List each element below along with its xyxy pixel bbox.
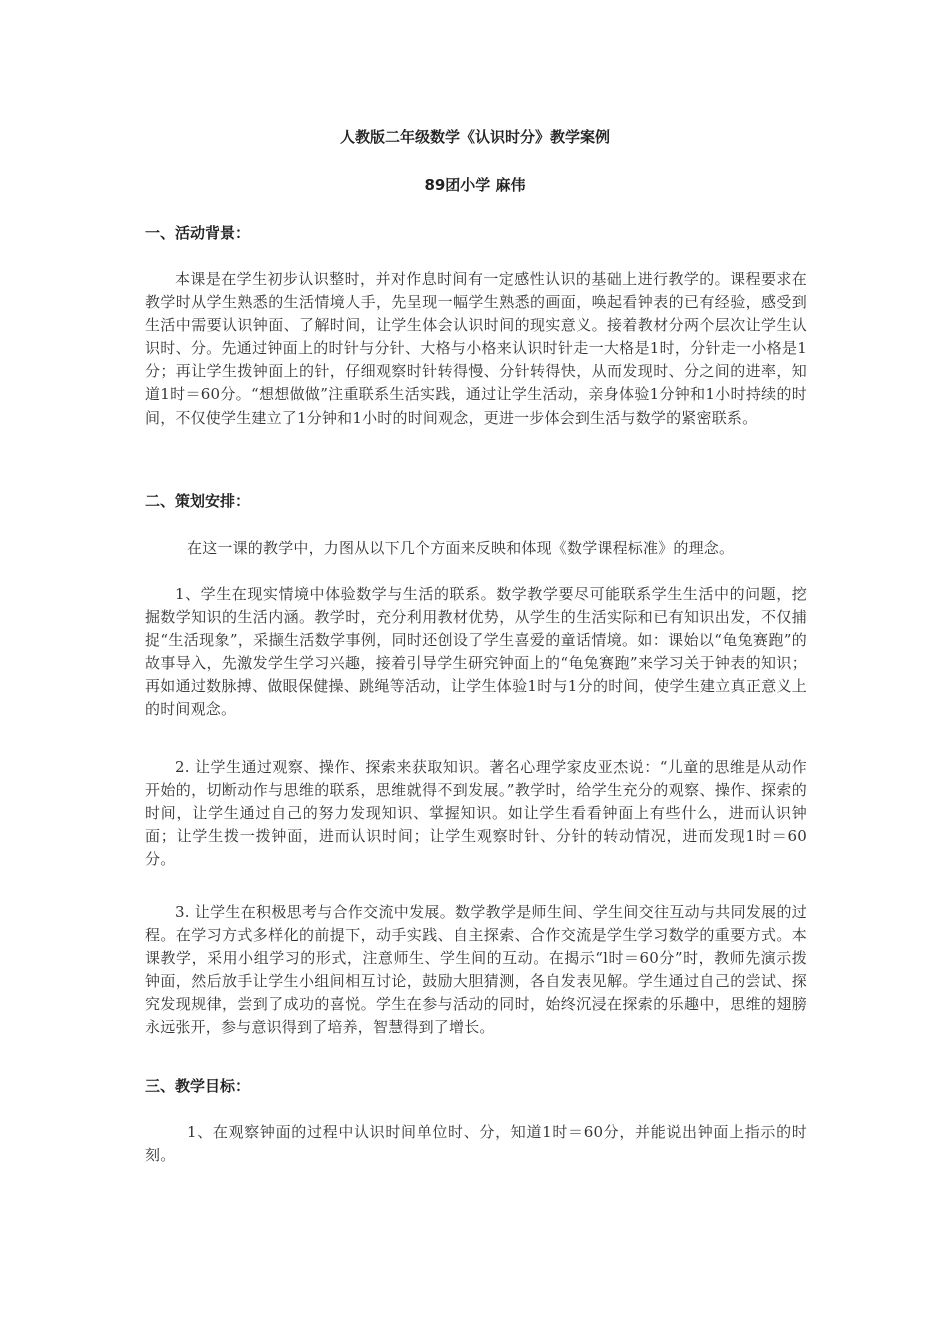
paragraph-background: 本课是在学生初步认识整时，并对作息时间有一定感性认识的基础上进行教学的。课程要求在教学时从学生熟悉的生活情境人手，先呈现一幅学生熟悉的画面，唤起看钟表的已有经验，感受到生活中需要认识钟面、了解时间，让学生体会认识时间的现实意义。接着教材分两个层次让学生认识时、分。先通过钟面上的时针与分针、大格与小格来认识时针走一大格是1时，分针走一小格是1分；再让学生拨钟面上的针，仔细观察时针转得慢、分针转得快，从而发现时、分之间的进率，知道1时＝60分。“想想做做”注重联系生活实践，通过让学生活动，亲身体验1分钟和1小时持续的时间，不仅使学生建立了1分钟和1小时的时间观念，更进一步体会到生活与数学的紧密联系。 <box>145 270 807 427</box>
section-heading-planning: 二、策划安排： <box>145 492 251 510</box>
paragraph-goal-1: 1、在观察钟面的过程中认识时间单位时、分，知道1时＝60分，并能说出钟面上指示的时刻。 <box>145 1123 807 1165</box>
paragraph-planning-point-2: 2. 让学生通过观察、操作、探索来获取知识。著名心理学家皮亚杰说：“儿童的思维是从动作开始的，切断动作与思维的联系，思维就得不到发展。”教学时，给学生充分的观察、操作、探索的时间，让学生通过自己的努力发现知识、掌握知识。如让学生看看钟面上有些什么，进而认识钟面；让学生拨一拨钟面，进而认识时间；让学生观察时针、分针的转动情况，进而发现1时＝60分。 <box>145 758 807 869</box>
section-heading-goals: 三、教学目标： <box>145 1077 251 1095</box>
section-heading-background: 一、活动背景： <box>145 224 251 242</box>
document-title: 人教版二年级数学《认识时分》教学案例 <box>339 128 610 146</box>
paragraph-planning-point-1: 1、学生在现实情境中体验数学与生活的联系。数学教学要尽可能联系学生生活中的问题，挖掘数学知识的生活内涵。教学时，充分利用教材优势，从学生的生活实际和已有知识出发，不仅捕捉“生活现象”，采撷生活数学事例，同时还创设了学生喜爱的童话情境。如：课始以“龟兔赛跑”的故事导入，先激发学生学习兴趣，接着引导学生研究钟面上的“龟兔赛跑”来学习关于钟表的知识；再如通过数脉搏、做眼保健操、跳绳等活动，让学生体验1时与1分的时间，使学生建立真正意义上的时间观念。 <box>145 585 807 719</box>
document-author: 89团小学 麻伟 <box>424 176 526 194</box>
paragraph-planning-point-3: 3. 让学生在积极思考与合作交流中发展。数学教学是师生间、学生间交往互动与共同发展的过程。在学习方式多样化的前提下，动手实践、自主探索、合作交流是学生学习数学的重要方式。本课教学，采用小组学习的形式，注意师生、学生间的互动。在揭示“l时＝60分”时，教师先演示拨钟面，然后放手让学生小组间相互讨论，鼓励大胆猜测，各自发表见解。学生通过自己的尝试、探究发现规律，尝到了成功的喜悦。学生在参与活动的同时，始终沉浸在探索的乐趣中，思维的翅膀永远张开，参与意识得到了培养，智慧得到了增长。 <box>145 903 807 1037</box>
paragraph-planning-intro: 在这一课的教学中，力图从以下几个方面来反映和体现《数学课程标准》的理念。 <box>187 539 735 557</box>
